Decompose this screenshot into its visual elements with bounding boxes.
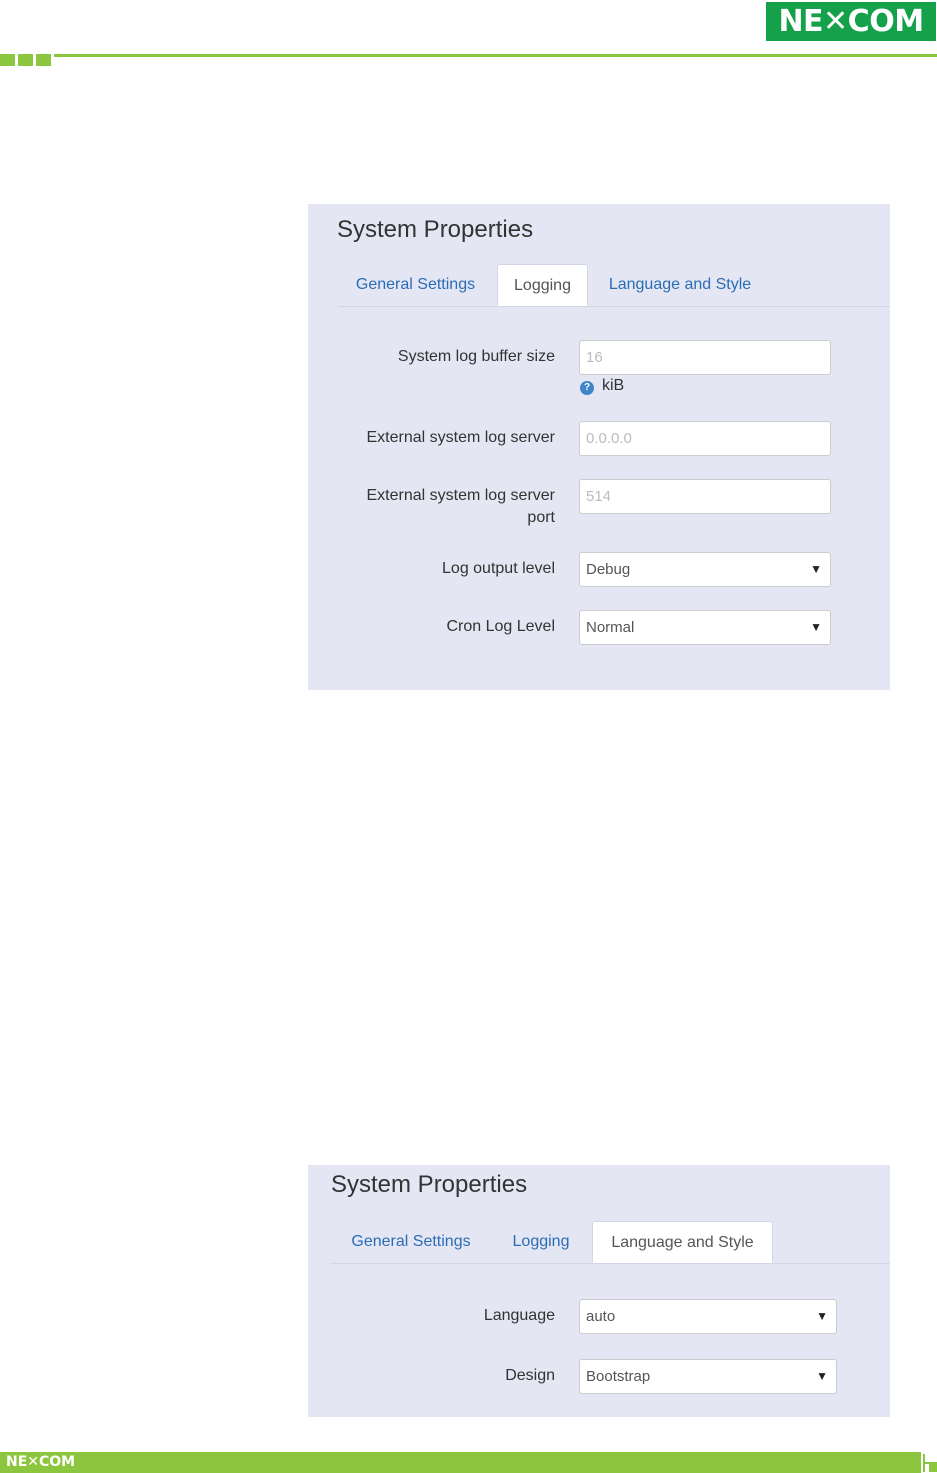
log-server-input[interactable]: 0.0.0.0 xyxy=(579,421,831,456)
tab-logging[interactable]: Logging xyxy=(497,264,588,306)
language-style-panel xyxy=(308,1165,890,1417)
tab-bar xyxy=(330,1221,890,1264)
header-squares xyxy=(0,54,51,66)
tab-general-settings[interactable]: General Settings xyxy=(351,1233,471,1250)
cron-log-level-label: Cron Log Level xyxy=(446,618,555,635)
caret-down-icon: ▼ xyxy=(816,1369,828,1383)
cron-log-level-value: Normal xyxy=(586,619,635,636)
logging-settings-panel xyxy=(308,204,890,690)
log-output-level-label: Log output level xyxy=(442,560,555,577)
design-select[interactable] xyxy=(579,1359,837,1394)
panel-title: System Properties xyxy=(337,216,534,243)
footer-corner-mark xyxy=(923,1454,937,1472)
log-output-level-value: Debug xyxy=(586,561,631,578)
tab-language-and-style[interactable]: Language and Style xyxy=(592,1221,773,1263)
help-icon[interactable]: ? xyxy=(580,381,594,395)
footer-logo: NE✕COM xyxy=(6,1454,76,1470)
caret-down-icon: ▼ xyxy=(810,620,822,634)
language-value: auto xyxy=(586,1308,616,1325)
footer-bar xyxy=(0,1452,921,1473)
nexcom-logo: NE✕COM xyxy=(766,2,936,41)
design-value: Bootstrap xyxy=(586,1368,651,1385)
log-server-port-label-line1: External system log server xyxy=(366,487,555,504)
log-server-label: External system log server xyxy=(366,429,555,446)
design-label: Design xyxy=(505,1367,555,1384)
language-select[interactable] xyxy=(579,1299,837,1334)
panel-title: System Properties xyxy=(331,1171,528,1198)
tab-logging[interactable]: Logging xyxy=(512,1233,570,1250)
language-label: Language xyxy=(483,1307,555,1324)
cron-log-level-select[interactable] xyxy=(579,610,831,645)
log-server-port-input[interactable]: 514 xyxy=(579,479,831,514)
log-output-level-select[interactable] xyxy=(579,552,831,587)
buffer-size-unit: kiB xyxy=(602,377,625,394)
caret-down-icon: ▼ xyxy=(816,1309,828,1323)
buffer-size-input[interactable]: 16 xyxy=(579,340,831,375)
tab-bar xyxy=(338,264,890,307)
tab-language-and-style[interactable]: Language and Style xyxy=(608,276,752,293)
log-server-port-label xyxy=(345,485,555,529)
buffer-size-label: System log buffer size xyxy=(397,348,555,365)
caret-down-icon: ▼ xyxy=(810,562,822,576)
tab-general-settings[interactable]: General Settings xyxy=(355,276,476,293)
header-rule xyxy=(54,54,937,57)
log-server-port-label-line2: port xyxy=(527,509,555,526)
